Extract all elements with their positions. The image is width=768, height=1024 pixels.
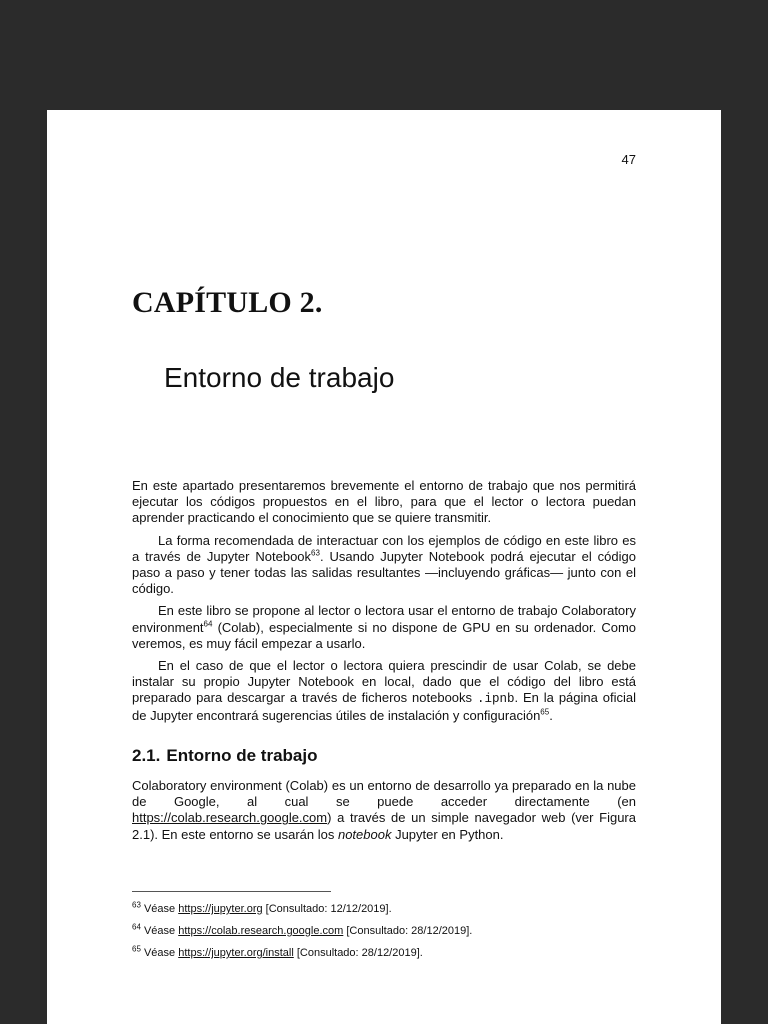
footnote-prefix: Véase <box>140 925 179 937</box>
footnote-link-colab[interactable]: https://colab.research.google.com <box>178 925 344 937</box>
paragraph-jupyter <box>132 533 636 598</box>
paragraph-section-text-c: Jupyter en Python. <box>391 826 504 842</box>
paragraph-local-text-b: . En la página oficial de Jupyter encontrará sugerencias útiles de instalación y configuración <box>132 690 636 723</box>
footnote-ref-65[interactable]: 65 <box>540 707 550 717</box>
paragraph-jupyter-text-b: . Usando Jupyter Notebook podrá ejecutar el código paso a paso y tener todas las salidas resultantes —incluyendo gráficas— junto con el código. <box>132 548 636 597</box>
footnote-suffix: [Consultado: 28/12/2019]. <box>293 947 423 959</box>
chapter-label: CAPÍTULO 2. <box>132 286 323 319</box>
paragraph-local-text-c: . <box>549 707 553 723</box>
footnote-divider <box>132 891 331 892</box>
paragraph-colab-text-b: (Colab), especialmente si no dispone de GPU en su ordenador. Como veremos, es muy fácil empezar a usarlo. <box>132 619 636 651</box>
inline-code: .ipnb <box>476 692 515 707</box>
paragraph-local <box>132 658 636 724</box>
paragraph-colab-text-a: En este libro se propone al lector o lectora usar el entorno de trabajo Colaboratory environment <box>132 603 636 635</box>
footnote-63 <box>132 902 636 916</box>
footnote-suffix: [Consultado: 12/12/2019]. <box>262 903 392 915</box>
footnote-link-jupyter[interactable]: https://jupyter.org <box>178 903 263 915</box>
paragraph-jupyter-text-a: La forma recomendada de interactuar con los ejemplos de código en este libro es a través de Jupyter Notebook <box>132 532 636 564</box>
footnote-number: 65 <box>132 944 141 954</box>
footnote-prefix: Véase <box>140 903 179 915</box>
notebook-emphasis: notebook <box>337 826 392 842</box>
colab-link[interactable]: https://colab.research.google.com <box>132 810 328 826</box>
footnote-64 <box>132 924 636 938</box>
paragraph-section-text-b: ) a través de un simple navegador web (ver Figura 2.1). En este entorno se usarán los <box>132 810 636 842</box>
section-number: 2.1. <box>132 745 161 765</box>
footnote-ref-63[interactable]: 63 <box>311 548 320 558</box>
paragraph-section-text-a: Colaboratory environment (Colab) es un entorno de desarrollo ya preparado en la nube de Google, al cual se puede acceder directamente (en <box>132 778 636 810</box>
section-title: Entorno de trabajo <box>166 745 318 765</box>
body-text <box>132 478 636 849</box>
footnote-suffix: [Consultado: 28/12/2019]. <box>343 925 473 937</box>
paragraph-section <box>132 778 636 843</box>
footnote-65 <box>132 946 636 960</box>
chapter-title: Entorno de trabajo <box>164 362 395 393</box>
footnote-number: 64 <box>132 922 141 932</box>
footnote-link-install[interactable]: https://jupyter.org/install <box>178 947 294 959</box>
paragraph-intro <box>132 478 636 527</box>
footnote-ref-64[interactable]: 64 <box>203 619 213 629</box>
section-heading <box>132 745 636 765</box>
footnote-number: 63 <box>132 900 141 910</box>
paragraph-intro-text: En este apartado presentaremos brevemente el entorno de trabajo que nos permitirá ejecutar los códigos propuestos en el libro, para que el lector o lectora puedan aprender practicando el conocimiento que se quiere transmitir. <box>132 478 636 526</box>
paragraph-local-text-a: En el caso de que el lector o lectora quiera prescindir de usar Colab, se debe instalar su propio Jupyter Notebook en local, dado que el código del libro está preparado para descargar a través de ficheros notebooks <box>132 658 636 706</box>
page-number: 47 <box>621 152 636 167</box>
footnote-prefix: Véase <box>140 947 179 959</box>
paragraph-colab <box>132 603 636 652</box>
footnotes <box>132 902 636 968</box>
book-page <box>47 110 721 1024</box>
